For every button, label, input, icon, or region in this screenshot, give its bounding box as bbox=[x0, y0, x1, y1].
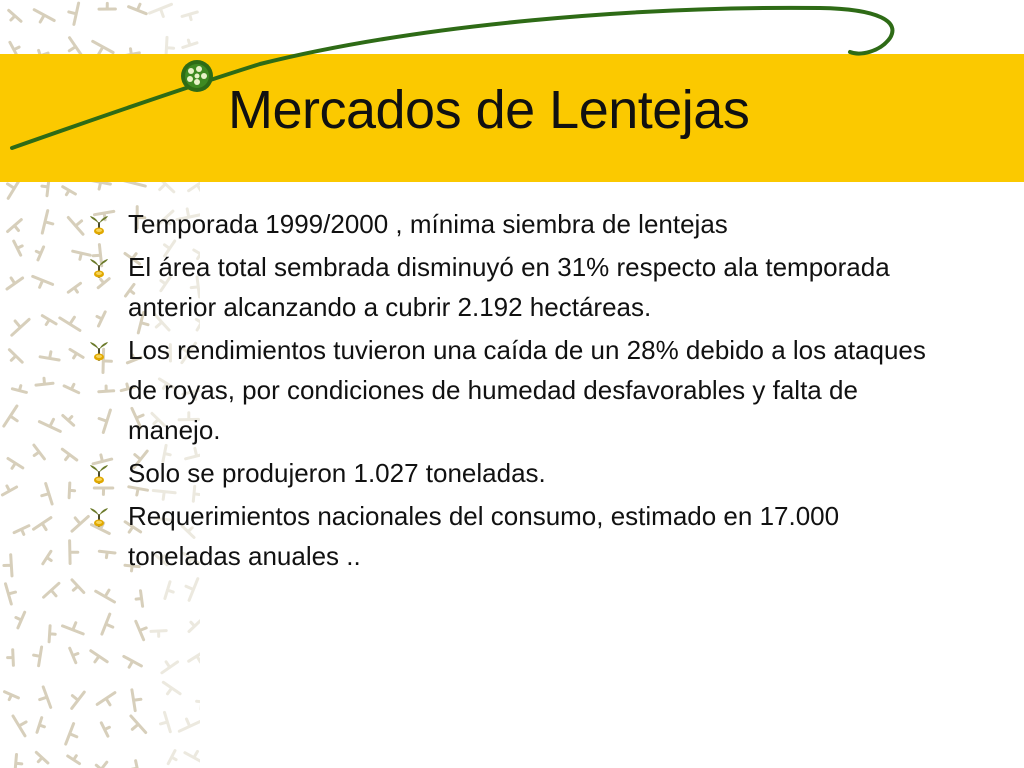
pattern-glyph bbox=[34, 518, 51, 530]
pattern-glyph bbox=[64, 384, 79, 392]
pattern-glyph bbox=[186, 579, 198, 601]
pattern-glyph bbox=[132, 690, 141, 711]
seed-cluster-icon bbox=[181, 60, 213, 92]
pattern-glyph bbox=[68, 218, 83, 235]
pattern-glyph bbox=[36, 752, 48, 763]
pattern-glyph bbox=[97, 693, 115, 705]
pattern-glyph bbox=[70, 349, 83, 358]
sprout-icon bbox=[88, 463, 110, 485]
slide-title: Mercados de Lentejas bbox=[228, 80, 750, 140]
pattern-glyph bbox=[124, 656, 142, 667]
pattern-glyph bbox=[14, 526, 29, 535]
pattern-glyph bbox=[96, 590, 115, 602]
pattern-glyph bbox=[162, 662, 178, 673]
pattern-glyph bbox=[16, 612, 25, 628]
pattern-glyph bbox=[42, 316, 56, 325]
sprout-icon bbox=[88, 506, 110, 528]
sprout-icon bbox=[88, 340, 110, 362]
bullet-list bbox=[88, 204, 948, 579]
pattern-glyph bbox=[7, 278, 23, 289]
pattern-glyph bbox=[189, 651, 200, 662]
pattern-glyph bbox=[4, 555, 12, 576]
pattern-glyph bbox=[12, 319, 29, 335]
pattern-glyph bbox=[49, 626, 55, 642]
pattern-glyph bbox=[179, 719, 200, 731]
pattern-glyph bbox=[2, 486, 16, 495]
sprout-icon bbox=[88, 257, 110, 279]
pattern-glyph bbox=[6, 584, 16, 604]
pattern-glyph bbox=[72, 517, 88, 532]
pattern-glyph bbox=[34, 647, 42, 666]
pattern-glyph bbox=[69, 483, 75, 498]
bullet-item bbox=[88, 204, 948, 244]
pattern-glyph bbox=[8, 650, 14, 666]
bullet-text: Los rendimientos tuvieron una caída de un 28% debido a los ataques de royas, por condiciones de humedad desfavorables y falta de manejo. bbox=[128, 335, 926, 445]
pattern-glyph bbox=[63, 416, 74, 426]
pattern-glyph bbox=[8, 220, 22, 232]
pattern-glyph bbox=[131, 716, 146, 733]
bullet-item bbox=[88, 247, 948, 327]
pattern-glyph bbox=[33, 276, 53, 287]
pattern-glyph bbox=[39, 419, 60, 431]
pattern-glyph bbox=[8, 459, 23, 469]
pattern-glyph bbox=[15, 755, 22, 768]
pattern-glyph bbox=[63, 623, 84, 634]
bullet-text: Temporada 1999/2000 , mínima siembra de lentejas bbox=[128, 209, 728, 239]
pattern-glyph bbox=[36, 378, 53, 385]
pattern-glyph bbox=[91, 651, 107, 662]
pattern-glyph bbox=[68, 283, 80, 292]
pattern-glyph bbox=[189, 621, 200, 632]
pattern-glyph bbox=[70, 648, 78, 663]
pattern-glyph bbox=[13, 716, 26, 736]
pattern-glyph bbox=[37, 718, 44, 733]
bullet-item bbox=[88, 496, 948, 576]
bullet-text: Requerimientos nacionales del consumo, estimado en 17.000 toneladas anuales .. bbox=[128, 501, 840, 571]
pattern-glyph bbox=[42, 484, 52, 504]
pattern-glyph bbox=[136, 591, 143, 607]
pattern-glyph bbox=[68, 756, 80, 764]
bullet-item bbox=[88, 453, 948, 493]
bullet-text: Solo se produjeron 1.027 toneladas. bbox=[128, 458, 546, 488]
pattern-glyph bbox=[132, 761, 139, 768]
pattern-glyph bbox=[185, 751, 200, 762]
pattern-glyph bbox=[136, 621, 146, 639]
pattern-glyph bbox=[151, 631, 166, 637]
pattern-glyph bbox=[101, 723, 109, 736]
pattern-glyph bbox=[44, 583, 59, 597]
pattern-glyph bbox=[102, 614, 113, 634]
pattern-glyph bbox=[168, 751, 176, 764]
pattern-glyph bbox=[12, 386, 26, 393]
pattern-glyph bbox=[4, 406, 17, 426]
pattern-glyph bbox=[72, 580, 84, 593]
pattern-glyph bbox=[165, 582, 173, 599]
pattern-glyph bbox=[43, 551, 51, 564]
pattern-glyph bbox=[163, 682, 180, 694]
pattern-glyph bbox=[66, 724, 77, 745]
sprout-icon bbox=[88, 214, 110, 236]
bullet-item bbox=[88, 330, 948, 450]
pattern-glyph bbox=[5, 692, 19, 700]
pattern-glyph bbox=[40, 352, 59, 360]
bullet-text: El área total sembrada disminuyó en 31% respecto ala temporada anterior alcanzando a cubrir 2.192 hectáreas. bbox=[128, 252, 890, 322]
pattern-glyph bbox=[60, 317, 80, 330]
pattern-glyph bbox=[62, 449, 77, 460]
pattern-glyph bbox=[42, 211, 53, 234]
pattern-glyph bbox=[40, 687, 51, 708]
pattern-glyph bbox=[70, 541, 78, 564]
pattern-glyph bbox=[36, 247, 43, 260]
pattern-glyph bbox=[34, 445, 45, 459]
pattern-glyph bbox=[9, 350, 22, 363]
pattern-glyph bbox=[72, 692, 85, 708]
pattern-glyph bbox=[197, 695, 200, 710]
pattern-glyph bbox=[161, 712, 171, 731]
pattern-glyph bbox=[14, 241, 23, 255]
pattern-glyph bbox=[96, 762, 107, 768]
